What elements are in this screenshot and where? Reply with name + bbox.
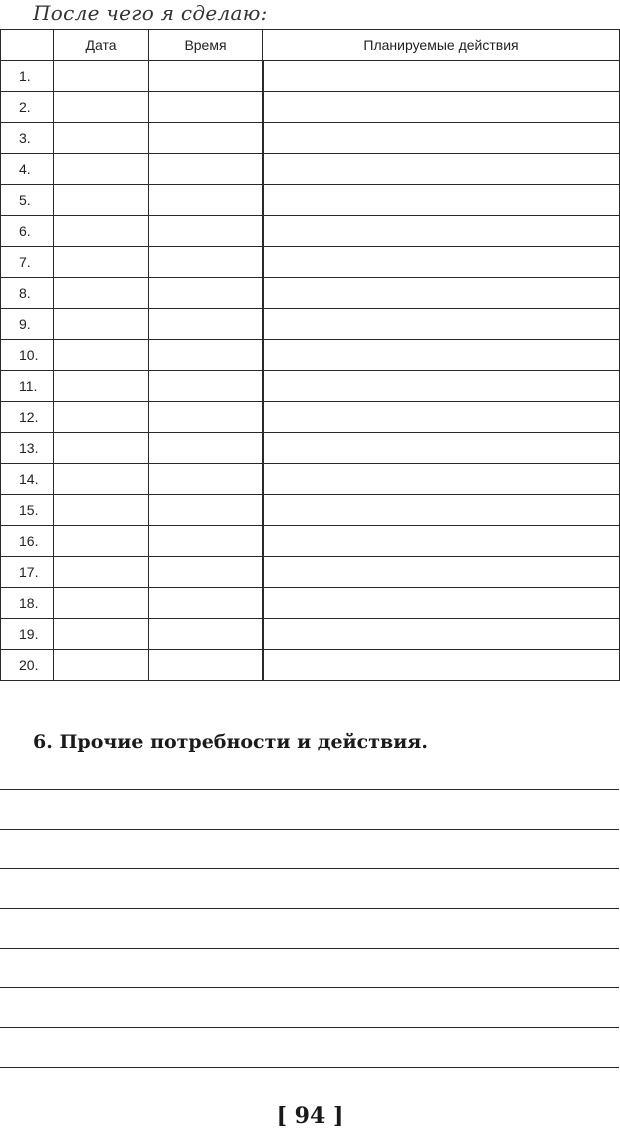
table-row [1, 650, 620, 681]
date-cell[interactable] [54, 495, 149, 526]
table-row [1, 340, 620, 371]
planned-action-cell[interactable] [263, 92, 620, 123]
time-cell[interactable] [149, 278, 263, 309]
time-cell[interactable] [149, 588, 263, 619]
date-cell[interactable] [54, 557, 149, 588]
writing-line[interactable] [0, 868, 619, 869]
table-row [1, 278, 620, 309]
intro-text: После чего я сделаю: [33, 1, 268, 25]
date-cell[interactable] [54, 123, 149, 154]
header-date: Дата [54, 30, 149, 61]
table-row [1, 433, 620, 464]
header-planned-actions: Планируемые действия [263, 30, 620, 61]
page-number: [ 94 ] [276, 1103, 344, 1129]
date-cell[interactable] [54, 92, 149, 123]
planned-action-cell[interactable] [263, 619, 620, 650]
header-number [1, 30, 54, 61]
planned-action-cell[interactable] [263, 464, 620, 495]
row-number: 1. [1, 61, 54, 92]
time-cell[interactable] [149, 464, 263, 495]
time-cell[interactable] [149, 309, 263, 340]
time-cell[interactable] [149, 433, 263, 464]
table-row [1, 371, 620, 402]
planned-action-cell[interactable] [263, 309, 620, 340]
planned-action-cell[interactable] [263, 278, 620, 309]
planned-action-cell[interactable] [263, 247, 620, 278]
time-cell[interactable] [149, 123, 263, 154]
row-number: 17. [1, 557, 54, 588]
time-cell[interactable] [149, 185, 263, 216]
table-row [1, 61, 620, 92]
planned-action-cell[interactable] [263, 61, 620, 92]
table-row [1, 402, 620, 433]
date-cell[interactable] [54, 185, 149, 216]
date-cell[interactable] [54, 433, 149, 464]
date-cell[interactable] [54, 247, 149, 278]
writing-line[interactable] [0, 789, 619, 790]
table-row [1, 154, 620, 185]
date-cell[interactable] [54, 216, 149, 247]
row-number: 2. [1, 92, 54, 123]
time-cell[interactable] [149, 557, 263, 588]
planned-action-cell[interactable] [263, 371, 620, 402]
planned-action-cell[interactable] [263, 340, 620, 371]
date-cell[interactable] [54, 371, 149, 402]
table-row [1, 557, 620, 588]
table-row [1, 123, 620, 154]
date-cell[interactable] [54, 588, 149, 619]
row-number: 19. [1, 619, 54, 650]
planned-action-cell[interactable] [263, 154, 620, 185]
planned-action-cell[interactable] [263, 526, 620, 557]
table-row [1, 464, 620, 495]
row-number: 13. [1, 433, 54, 464]
section-title: Прочие потребности и действия. [59, 731, 428, 753]
date-cell[interactable] [54, 650, 149, 681]
row-number: 15. [1, 495, 54, 526]
table-row [1, 92, 620, 123]
planned-action-cell[interactable] [263, 650, 620, 681]
date-cell[interactable] [54, 464, 149, 495]
date-cell[interactable] [54, 278, 149, 309]
row-number: 11. [1, 371, 54, 402]
header-time: Время [149, 30, 263, 61]
time-cell[interactable] [149, 92, 263, 123]
row-number: 3. [1, 123, 54, 154]
time-cell[interactable] [149, 371, 263, 402]
table-header-row [1, 30, 620, 61]
row-number: 6. [1, 216, 54, 247]
time-cell[interactable] [149, 650, 263, 681]
planned-action-cell[interactable] [263, 402, 620, 433]
writing-line[interactable] [0, 908, 619, 909]
section-number: 6. [33, 731, 53, 753]
date-cell[interactable] [54, 402, 149, 433]
writing-line[interactable] [0, 1067, 619, 1068]
date-cell[interactable] [54, 61, 149, 92]
time-cell[interactable] [149, 247, 263, 278]
time-cell[interactable] [149, 61, 263, 92]
planned-action-cell[interactable] [263, 216, 620, 247]
row-number: 12. [1, 402, 54, 433]
time-cell[interactable] [149, 340, 263, 371]
plan-table [0, 29, 620, 681]
row-number: 20. [1, 650, 54, 681]
row-number: 18. [1, 588, 54, 619]
time-cell[interactable] [149, 495, 263, 526]
writing-line[interactable] [0, 948, 619, 949]
table-row [1, 309, 620, 340]
time-cell[interactable] [149, 526, 263, 557]
row-number: 10. [1, 340, 54, 371]
row-number: 16. [1, 526, 54, 557]
planned-action-cell[interactable] [263, 123, 620, 154]
table-row [1, 185, 620, 216]
planned-action-cell[interactable] [263, 433, 620, 464]
planned-action-cell[interactable] [263, 557, 620, 588]
row-number: 8. [1, 278, 54, 309]
writing-line[interactable] [0, 1027, 619, 1028]
table-row [1, 216, 620, 247]
planned-action-cell[interactable] [263, 588, 620, 619]
table-row [1, 526, 620, 557]
table-row [1, 247, 620, 278]
time-cell[interactable] [149, 619, 263, 650]
section-heading [33, 728, 428, 756]
date-cell[interactable] [54, 340, 149, 371]
time-cell[interactable] [149, 216, 263, 247]
writing-line[interactable] [0, 987, 619, 988]
writing-line[interactable] [0, 829, 619, 830]
row-number: 5. [1, 185, 54, 216]
table-row [1, 619, 620, 650]
time-cell[interactable] [149, 402, 263, 433]
planned-action-cell[interactable] [263, 495, 620, 526]
date-cell[interactable] [54, 309, 149, 340]
row-number: 14. [1, 464, 54, 495]
table-body [1, 61, 620, 681]
table-row [1, 495, 620, 526]
time-cell[interactable] [149, 154, 263, 185]
date-cell[interactable] [54, 526, 149, 557]
date-cell[interactable] [54, 154, 149, 185]
row-number: 7. [1, 247, 54, 278]
table-row [1, 588, 620, 619]
row-number: 4. [1, 154, 54, 185]
date-cell[interactable] [54, 619, 149, 650]
planned-action-cell[interactable] [263, 185, 620, 216]
row-number: 9. [1, 309, 54, 340]
